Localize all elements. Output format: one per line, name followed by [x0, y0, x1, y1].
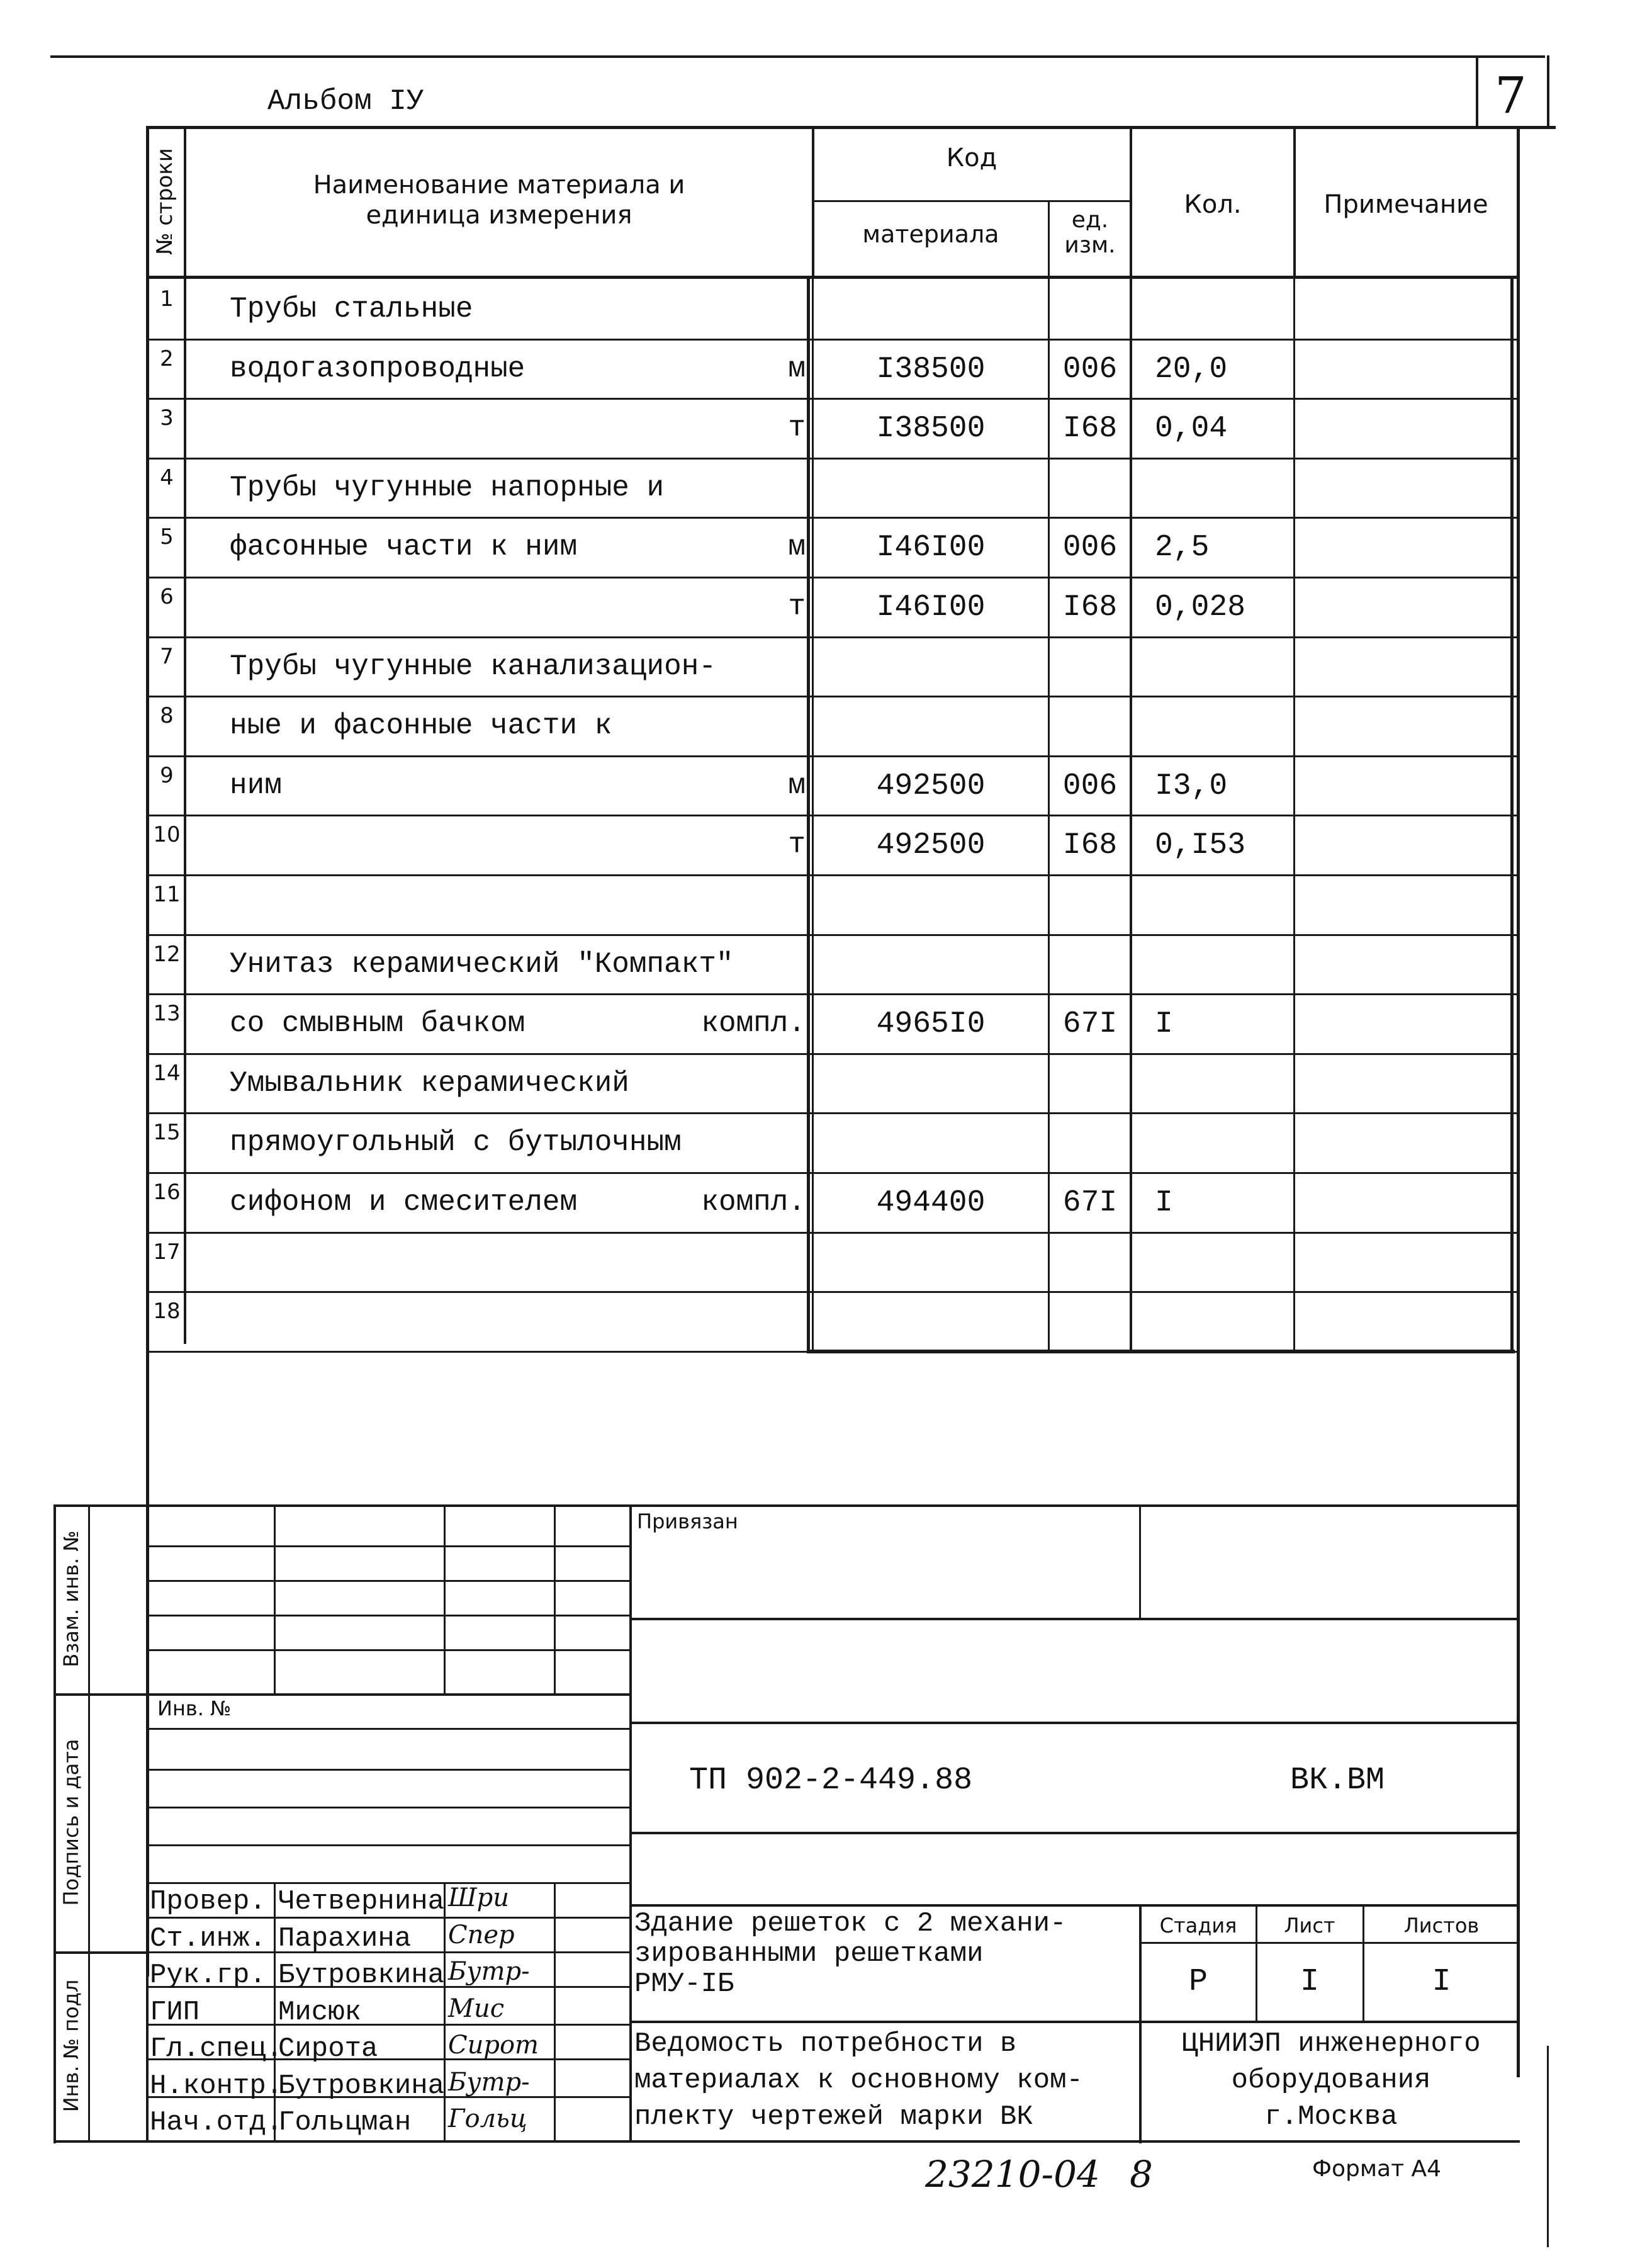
document-code: ТП 902-2-449.88	[689, 1763, 973, 1798]
quantity: I3,0	[1155, 769, 1228, 803]
row-separator	[146, 755, 1518, 757]
signer-name: Сирота	[278, 2033, 378, 2065]
sheets-value: I	[1432, 1964, 1451, 2000]
material-name: водогазопроводные	[230, 352, 525, 385]
signer-role: Нач.отд.	[150, 2107, 283, 2138]
signature: Бутр-	[448, 2067, 530, 2097]
row-number: 9	[160, 762, 174, 788]
material-code: I46I00	[876, 590, 986, 624]
building-line-3: РМУ-IБ	[634, 1968, 734, 2000]
name-header-line1: Наименование материала и	[313, 171, 685, 200]
row-number: 18	[153, 1299, 181, 1324]
signature: Сирот	[448, 2031, 539, 2060]
row-number: 13	[153, 1001, 181, 1027]
material-code: 492500	[876, 828, 986, 863]
row-number: 3	[160, 405, 174, 431]
row-no-header: № строки	[152, 148, 177, 255]
material-name: фасонные части к ним	[230, 531, 578, 564]
format-label: Формат А4	[1312, 2156, 1442, 2182]
column-line	[1510, 277, 1514, 1351]
unit-code: 006	[1062, 769, 1118, 803]
signer-role: Гл.спец.	[150, 2033, 283, 2065]
column-line	[812, 277, 814, 1351]
material-name: Унитаз керамический "Компакт"	[230, 947, 734, 981]
signer-role: ГИП	[150, 1996, 200, 2028]
signer-role: Провер.	[150, 1886, 266, 1917]
unit-header-line1: ед.	[1071, 207, 1109, 233]
row-separator	[146, 339, 1518, 341]
unit-of-measure: м	[788, 769, 806, 802]
row-separator	[146, 1291, 1518, 1293]
signer-name: Гольцман	[278, 2107, 412, 2138]
stage-value: Р	[1188, 1964, 1208, 2000]
sheet-title-line-3: плекту чертежей марки ВК	[634, 2101, 1033, 2133]
column-line	[1048, 277, 1050, 1351]
unit-of-measure: м	[788, 531, 806, 564]
row-separator	[146, 458, 1518, 460]
row-separator	[146, 1053, 1518, 1055]
sheet-title-line-2: материалах к основному ком-	[634, 2065, 1083, 2096]
row-number: 7	[160, 643, 174, 669]
material-code: 4965I0	[876, 1007, 986, 1042]
sheets-label: Листов	[1403, 1914, 1480, 1938]
row-number: 11	[153, 882, 181, 907]
row-separator	[146, 815, 1518, 816]
unit-code: 006	[1062, 531, 1118, 565]
row-separator	[146, 934, 1518, 936]
table-bottom-line	[807, 1350, 1515, 1353]
material-name: Трубы чугунные напорные и	[230, 471, 665, 504]
page-number: 7	[1495, 66, 1527, 125]
row-number: 8	[160, 703, 174, 729]
unit-of-measure: т	[788, 590, 806, 623]
material-name: ним	[230, 769, 282, 802]
unit-code-header	[1050, 208, 1130, 258]
unit-of-measure: компл.	[701, 1186, 806, 1219]
unit-of-measure: м	[788, 352, 806, 385]
column-line	[1130, 277, 1132, 1351]
sheet-title	[634, 2026, 1083, 2135]
code-header: Код	[946, 144, 997, 172]
org-line-1: ЦНИИЭП инженерного	[1181, 2028, 1481, 2060]
row-number: 1	[160, 286, 174, 312]
material-name: прямоугольный с бутылочным	[230, 1126, 682, 1159]
album-label: Альбом IУ	[267, 85, 424, 118]
signer-name: Четвернина	[278, 1886, 445, 1917]
signer-role: Ст.инж.	[150, 1922, 266, 1955]
inv-podl-label: Инв. № подл	[59, 1979, 83, 2113]
vzam-inv-label: Взам. инв. №	[59, 1530, 83, 1667]
row-number: 14	[153, 1060, 181, 1086]
signature-date-label: Подпись и дата	[59, 1739, 83, 1906]
material-code: I38500	[876, 352, 986, 386]
unit-code: 67I	[1062, 1186, 1118, 1220]
signer-name: Бутровкина	[278, 2070, 445, 2102]
signer-role: Рук.гр.	[150, 1960, 266, 1991]
row-separator	[146, 398, 1518, 400]
row-number: 12	[153, 941, 181, 967]
column-line	[1293, 277, 1295, 1351]
org-line-2: оборудования	[1231, 2065, 1431, 2096]
signer-name: Парахина	[278, 1922, 412, 1955]
name-header-line2: единица измерения	[366, 201, 632, 230]
signer-role: Н.контр.	[150, 2070, 283, 2102]
column-line	[807, 277, 810, 1351]
quantity: 2,5	[1155, 531, 1210, 565]
material-name: Умывальник керамический	[230, 1066, 629, 1100]
building-title	[634, 1909, 1067, 1999]
inv-no-label: Инв. №	[157, 1696, 232, 1720]
building-line-1: Здание решеток с 2 механи-	[634, 1908, 1067, 1939]
name-header	[186, 170, 812, 230]
row-separator	[146, 1172, 1518, 1174]
signature: Спер	[448, 1920, 515, 1949]
unit-code: 67I	[1062, 1007, 1118, 1042]
archive-number: 23210-04	[925, 2153, 1100, 2196]
row-number: 10	[153, 822, 181, 848]
row-number: 4	[160, 465, 174, 490]
signature: Шри	[448, 1883, 510, 1912]
document-mark: ВК.ВМ	[1290, 1763, 1385, 1798]
material-code: 492500	[876, 769, 986, 803]
unit-of-measure: т	[788, 412, 806, 445]
material-code-header: материала	[862, 220, 999, 248]
material-code: I38500	[876, 412, 986, 446]
material-name: сифоном и смесителем	[230, 1186, 578, 1219]
unit-code: I68	[1062, 412, 1118, 446]
row-separator	[146, 993, 1518, 995]
material-name: Трубы стальные	[230, 293, 473, 325]
material-code: 494400	[876, 1186, 986, 1220]
quantity: I	[1155, 1186, 1173, 1220]
archive-sheet: 8	[1130, 2153, 1153, 2196]
unit-of-measure: компл.	[701, 1007, 806, 1041]
material-name: ные и фасонные части к	[230, 709, 612, 743]
organization	[1143, 2026, 1519, 2135]
stage-label: Стадия	[1159, 1914, 1237, 1938]
signature: Бутр-	[448, 1957, 530, 1986]
material-name: со смывным бачком	[230, 1007, 525, 1041]
quantity: 20,0	[1155, 352, 1228, 386]
signature: Мис	[448, 1994, 505, 2023]
row-number: 15	[153, 1120, 181, 1146]
unit-code: I68	[1062, 590, 1118, 624]
signer-name: Мисюк	[278, 1996, 362, 2028]
quantity: 0,I53	[1155, 828, 1246, 863]
material-name: Трубы чугунные канализацион-	[230, 650, 716, 683]
privyazan-label: Привязан	[637, 1509, 738, 1533]
signer-name: Бутровкина	[278, 1960, 445, 1991]
row-separator	[146, 696, 1518, 697]
quantity: 0,04	[1155, 412, 1228, 446]
row-number: 17	[153, 1239, 181, 1265]
sheet-value: I	[1300, 1964, 1319, 2000]
quantity: 0,028	[1155, 590, 1246, 624]
material-code: I46I00	[876, 531, 986, 565]
unit-code: I68	[1062, 828, 1118, 863]
row-number: 2	[160, 346, 174, 371]
row-number: 6	[160, 584, 174, 609]
row-separator	[146, 1232, 1518, 1234]
qty-header: Кол.	[1184, 190, 1242, 219]
sheet-title-line-1: Ведомость потребности в	[634, 2028, 1017, 2060]
row-separator	[146, 636, 1518, 638]
row-separator	[146, 577, 1518, 578]
row-separator	[146, 1112, 1518, 1114]
quantity: I	[1155, 1007, 1173, 1042]
signature: Гольц	[448, 2104, 527, 2133]
row-number: 16	[153, 1180, 181, 1205]
note-header: Примечание	[1323, 190, 1488, 219]
sheet-label: Лист	[1284, 1914, 1335, 1938]
org-line-3: г.Москва	[1264, 2101, 1398, 2133]
unit-header-line2: изм.	[1064, 232, 1116, 258]
unit-code: 006	[1062, 352, 1118, 386]
unit-of-measure: т	[788, 828, 806, 862]
row-number: 5	[160, 524, 174, 550]
row-separator	[146, 517, 1518, 519]
building-line-2: зированными решетками	[634, 1938, 984, 1970]
row-separator	[146, 874, 1518, 876]
